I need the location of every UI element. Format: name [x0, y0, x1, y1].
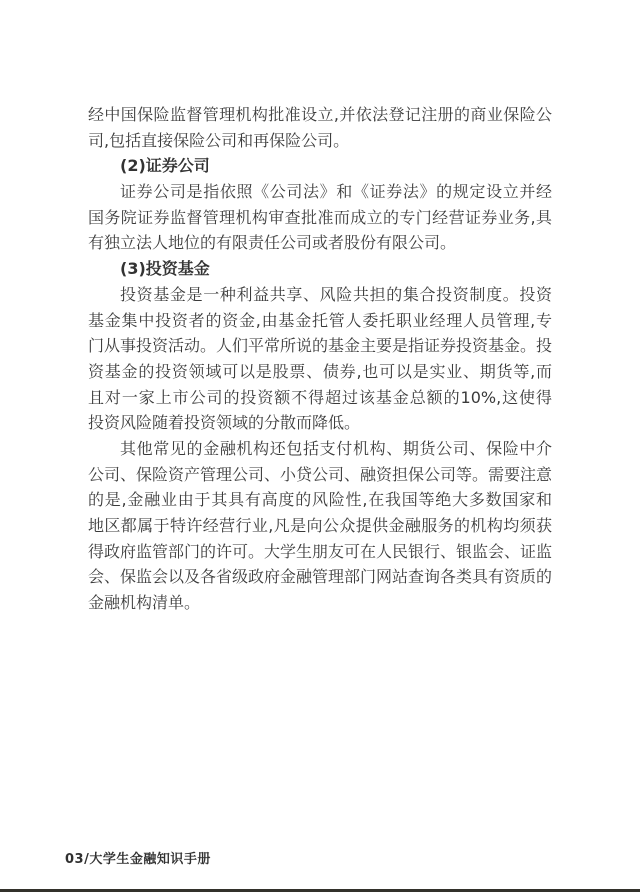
paragraph-line: 且对一家上市公司的投资额不得超过该基金总额的10%,这使得: [88, 387, 552, 407]
paragraph-line: 投资基金是一种利益共享、风险共担的集合投资制度。投资: [120, 284, 552, 304]
paragraph-line: 会、保监会以及各省级政府金融管理部门网站查询各类具有资质的: [88, 567, 553, 587]
paragraph-line: 证券公司是指依照《公司法》和《证券法》的规定设立并经: [120, 182, 552, 202]
page-footer: 03/大学生金融知识手册: [65, 852, 211, 867]
paragraph-line: 门从事投资活动。人们平常所说的基金主要是指证券投资基金。投: [88, 336, 553, 356]
paragraph-line: 投资风险随着投资领域的分散而降低。: [88, 413, 361, 433]
paragraph-line: 基金集中投资者的资金,由基金托管人委托职业经理人员管理,专: [88, 310, 552, 330]
paragraph-line: 资基金的投资领域可以是股票、债券,也可以是实业、期货等,而: [88, 361, 552, 381]
paragraph: [88, 436, 552, 616]
paragraph-line: 地区都属于特许经营行业,凡是向公众提供金融服务的机构均须获: [88, 516, 552, 535]
section-heading: (3)投资基金: [120, 259, 210, 279]
paragraph-line: 其他常见的金融机构还包括支付机构、期货公司、保险中介: [120, 438, 552, 458]
paragraph-line: 国务院证券监督管理机构审查批准而成立的专门经营证券业务,具: [88, 207, 552, 227]
paragraph: [88, 179, 552, 256]
paragraph-line: 司,包括直接保险公司和再保险公司。: [88, 130, 350, 150]
paragraph: [88, 282, 552, 436]
paragraph-line: 公司、保险资产管理公司、小贷公司、融资担保公司等。需要注意: [88, 464, 553, 484]
document-blocks: [88, 102, 552, 616]
paragraph-line: 经中国保险监督管理机构批准设立,并依法登记注册的商业保险公: [88, 105, 552, 124]
paragraph-line: 金融机构清单。: [88, 593, 201, 613]
paragraph-line: 有独立法人地位的有限责任公司或者股份有限公司。: [88, 233, 457, 253]
section-heading: (2)证券公司: [120, 156, 210, 176]
paragraph-line: 得政府监管部门的许可。大学生朋友可在人民银行、银监会、证监: [88, 541, 553, 561]
paragraph: [88, 102, 552, 153]
paragraph-line: 的是,金融业由于其具有高度的风险性,在我国等绝大多数国家和: [88, 490, 552, 510]
